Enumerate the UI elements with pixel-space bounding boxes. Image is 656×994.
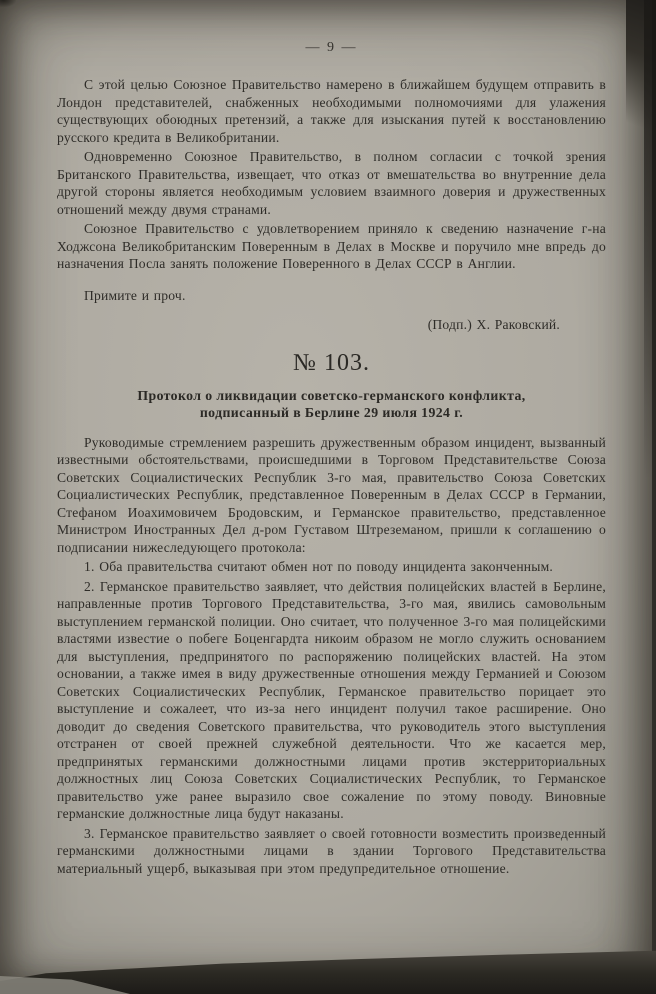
letter-signature: (Подп.) Х. Раковский.	[427, 317, 560, 332]
scan-speck-top-left	[0, 0, 16, 7]
scan-edge-line-right	[652, 0, 656, 994]
letter-paragraph: С этой целью Союзное Правительство намерено в ближайшем будущем отправить в Лондон представителей, снабженных необходимыми полномочиями для улажения существующих обоюдных претензий, а также для изыскания путей к восстановлению русского кредита в Великобритании.	[57, 77, 606, 145]
protocol-preamble: Руководимые стремлением разрешить дружественным образом инцидент, вызванный известными обстоятельствами, происшедшими в Торговом Представительстве Союза Советских Социалистических Республик 3-го мая, правительство Союза Советских Социалистических Республик, представленное Поверенным в Делах СССР в Германии, Стефаном Иоахимовичем Бродовским, и Германское правительство, представленное Министром Иностранных Дел д-ром Густавом Штреземаном, пришли к соглашению о подписании нижеследующего протокола:	[57, 434, 606, 555]
protocol-point-3: 3. Германское правительство заявляет о своей готовности возместить произведенный германскими должностными лицами в здании Торгового Представительства материальный ущерб, выказывая при этом предупредительное отношение.	[57, 825, 606, 876]
page-number: — 9 —	[305, 40, 358, 55]
scan-shadow-bottom-band	[0, 948, 656, 994]
document-number: № 103.	[293, 349, 370, 376]
document-title-line: Протокол о ликвидации советско-германского конфликта,	[137, 387, 526, 403]
scan-shadow-top-right-corner	[626, 0, 656, 160]
letter-closing: Примите и проч.	[84, 287, 186, 303]
document-title-line: подписанный в Берлине 29 июля 1924 г.	[199, 404, 464, 420]
protocol-point-1: 1. Оба правительства считают обмен нот по поводу инцидента законченным.	[84, 559, 553, 574]
page-content	[57, 40, 606, 879]
protocol-point-2: 2. Германское правительство заявляет, что действия полицейских властей в Берлине, направленные против Торгового Представительства, 3-го мая, явились самовольным выступлением германской полиции. Оно считает, что полученное 3-го мая полицейскими властями известие о побеге Боценгардта никоим образом не могло служить основанием для выступления, предпринятого по распоряжению полицейских властей. На этом основании, а также имея в виду дружественные отношения между Германией и Союзом Советских Социалистических Республик, Германское правительство порицает это выступление и сожалеет, что из-за него инцидент получил такое расширение. Оно доводит до сведения Советского правительства, что руководитель этого выступления отстранен от своей прежней служебной деятельности. Что же касается мер, предпринятых германскими должностными лицами против экстерриториальных должностных лиц Союза Советских Социалистических Республик, то Германское правительство уже ранее выразило свое сожаление по этому поводу. Виновные германские должностные лица будут наказаны.	[57, 578, 606, 821]
scan-shadow-right-edge	[644, 0, 656, 480]
letter-paragraph: Союзное Правительство с удовлетворением приняло к сведению назначение г-на Ходжсона Великобританским Поверенным в Делах в Москве и поручило мне впредь до назначения Посла занять положение Поверенного в Делах СССР в Англии.	[57, 221, 606, 271]
letter-paragraph: Одновременно Союзное Правительство, в полном согласии с точкой зрения Британского Правительства, извещает, что отказ от вмешательства во внутренние дела другой стороны является необходимым условием взаимного доверия и дружественных отношений между двумя странами.	[57, 149, 606, 217]
scan-patch-bottom-left	[0, 970, 130, 994]
document-title	[57, 387, 606, 421]
